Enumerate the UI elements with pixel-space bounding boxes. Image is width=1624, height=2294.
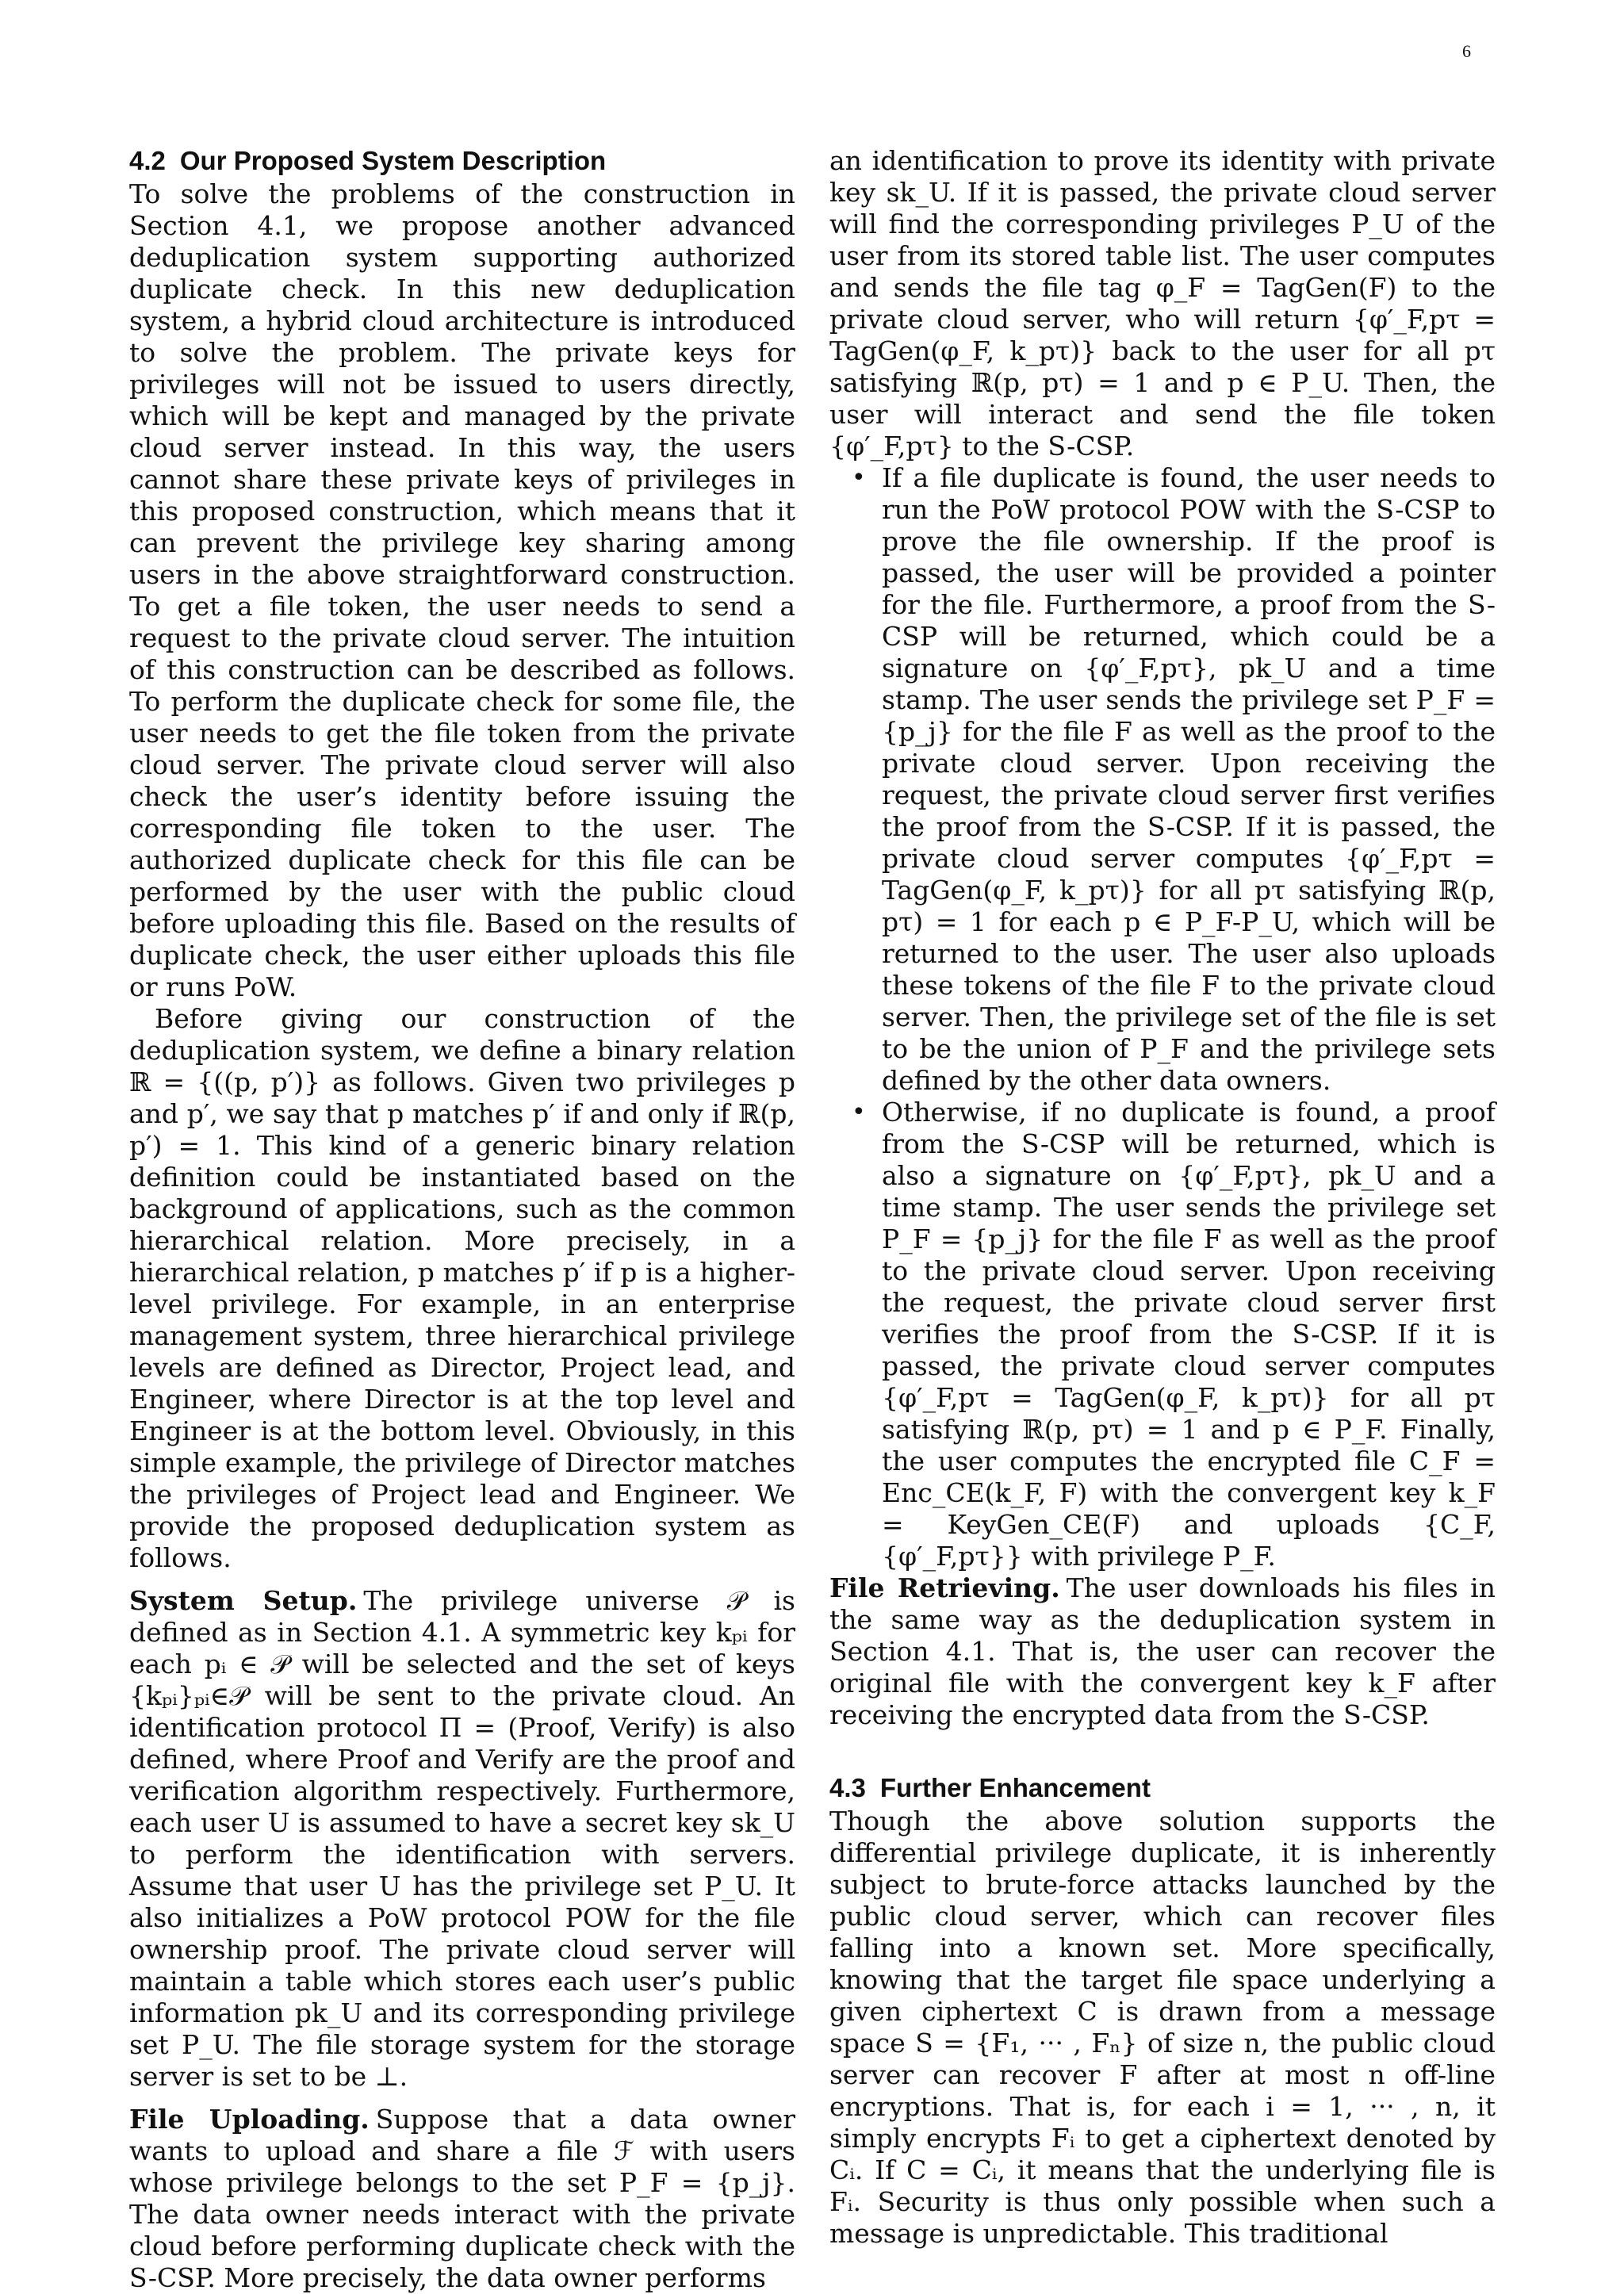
list-item (852, 462, 1496, 1097)
file-retrieving-label: File Retrieving. (829, 1572, 1060, 1603)
section-title: Further Enhancement (879, 1773, 1151, 1802)
section-heading-4-3 (829, 1772, 1496, 1804)
section-title: Our Proposed System Description (179, 146, 607, 175)
right-column (829, 145, 1496, 2250)
no-duplicate-text: Otherwise, if no duplicate is found, a proof from the S-CSP will be returned, which is also a signature on {φ′_F,pτ}, pk_U and a time stamp. The user sends the privilege set P_F = {p_j} for the file F as well as the proof to the private cloud server. Upon receiving the request, the private cloud server first verifies the proof from the S-CSP. If it is passed, the private cloud server computes {φ′_F,pτ = TagGen(φ_F, k_pτ)} for all pτ satisfying ℝ(p, pτ) = 1 and p ∈ P_F. Finally, the user computes the encrypted file C_F = Enc_CE(k_F, F) with the convergent key k_F = KeyGen_CE(F) and uploads {C_F, {φ′_F,pτ}} with privilege P_F. (882, 1097, 1496, 1572)
file-retrieving-paragraph (829, 1572, 1496, 1731)
binary-relation-paragraph: Before giving our construction of the deduplication system, we define a binary relation ℝ = {((p, p′)} as follows. Given two privileges p and p′, we say that p matches p′ if and only if ℝ(p, p′) = 1. This kind of a generic binary relation definition could be instantiated based on the background of applications, such as the common hierarchical relation. More precisely, in a hierarchical relation, p matches p′ if p is a higher-level privilege. For example, in an enterprise management system, three hierarchical privilege levels are defined as Director, Project lead, and Engineer, where Director is at the top level and Engineer is at the bottom level. Obviously, in this simple example, the privilege of Director matches the privileges of Project lead and Engineer. We provide the proposed deduplication system as follows. (129, 1003, 795, 1573)
duplicate-found-text: If a file duplicate is found, the user needs to run the PoW protocol POW with the S-CSP to prove the file ownership. If the proof is passed, the user will be provided a pointer for the file. Furthermore, a proof from the S-CSP will be returned, which could be a signature on {φ′_F,pτ}, pk_U and a time stamp. The user sends the privilege set P_F = {p_j} for the file F as well as the proof to the private cloud server. Upon receiving the request, the private cloud server first verifies the proof from the S-CSP. If it is passed, the private cloud server computes {φ′_F,pτ = TagGen(φ_F, k_pτ)} for all pτ satisfying ℝ(p, pτ) = 1 for each p ∈ P_F-P_U, which will be returned to the user. The user also uploads these tokens of the file F to the private cloud server. Then, the privilege set of the file is set to be the union of P_F and the privilege sets defined by the other data owners. (882, 462, 1496, 1096)
list-item (852, 1097, 1496, 1572)
file-uploading-paragraph (129, 2104, 795, 2294)
section-number: 4.2 (129, 146, 166, 175)
file-uploading-label: File Uploading. (129, 2104, 370, 2135)
page-number: 6 (1462, 41, 1471, 61)
enhancement-paragraph: Though the above solution supports the differential privilege duplicate, it is inherently subject to brute-force attacks launched by the public cloud server, which can recover files falling into a known set. More specifically, knowing that the target file space underlying a given ciphertext C is drawn from a message space S = {F₁, ··· , Fₙ} of size n, the public cloud server can recover F after at most n off-line encryptions. That is, for each i = 1, ··· , n, it simply encrypts Fᵢ to get a ciphertext denoted by Cᵢ. If C = Cᵢ, it means that the underlying file is Fᵢ. Security is thus only possible when such a message is unpredictable. This traditional (829, 1806, 1496, 2249)
intro-paragraph: To solve the problems of the construction in Section 4.1, we propose another advanced deduplication system supporting authorized duplicate check. In this new deduplication system, a hybrid cloud architecture is introduced to solve the problem. The private keys for privileges will not be issued to users directly, which will be kept and managed by the private cloud server instead. In this way, the users cannot share these private keys of privileges in this proposed construction, which means that it can prevent the privilege key sharing among users in the above straightforward construction. To get a file token, the user needs to send a request to the private cloud server. The intuition of this construction can be described as follows. To perform the duplicate check for some file, the user needs to get the file token from the private cloud server. The private cloud server will also check the user’s identity before issuing the corresponding file token to the user. The authorized duplicate check for this file can be performed by the user with the public cloud before uploading this file. Based on the results of duplicate check, the user either uploads this file or runs PoW. (129, 178, 795, 1002)
file-uploading-text: Suppose that a data owner wants to upload and share a file ℱ with users whose privilege belongs to the set P_F = {p_j}. The data owner needs interact with the private cloud before performing duplicate check with the S-CSP. More precisely, the data owner performs (129, 2104, 795, 2293)
system-setup-label: System Setup. (129, 1585, 358, 1616)
file-retrieving-text: The user downloads his files in the same way as the deduplication system in Section 4.1. That is, the user can recover the original file with the convergent key k_F after receiving the encrypted data from the S-CSP. (829, 1572, 1496, 1730)
uploading-continuation: an identification to prove its identity with private key sk_U. If it is passed, the private cloud server will find the corresponding privileges P_U of the user from its stored table list. The user computes and sends the file tag φ_F = TagGen(F) to the private cloud server, who will return {φ′_F,pτ = TagGen(φ_F, k_pτ)} back to the user for all pτ satisfying ℝ(p, pτ) = 1 and p ∈ P_U. Then, the user will interact and send the file token {φ′_F,pτ} to the S-CSP. (829, 145, 1496, 461)
section-heading-4-2 (129, 145, 795, 177)
left-column (129, 145, 795, 2294)
system-setup-paragraph (129, 1585, 795, 2093)
bullet-icon: • (852, 464, 866, 492)
system-setup-text: The privilege universe 𝒫 is defined as in Section 4.1. A symmetric key kₚᵢ for each pᵢ ∈ 𝒫 will be selected and the set of keys {kₚᵢ}ₚᵢ∈𝒫 will be sent to the private cloud. An identification protocol Π = (Proof, Verify) is also defined, where Proof and Verify are the proof and verification algorithm respectively. Furthermore, each user U is assumed to have a secret key sk_U to perform the identification with servers. Assume that user U has the privilege set P_U. It also initializes a PoW protocol POW for the file ownership proof. The private cloud server will maintain a table which stores each user’s public information pk_U and its corresponding privilege set P_U. The file storage system for the storage server is set to be ⊥. (129, 1585, 795, 2092)
upload-cases-list (829, 462, 1496, 1572)
section-number: 4.3 (829, 1773, 866, 1802)
bullet-icon: • (852, 1098, 866, 1126)
